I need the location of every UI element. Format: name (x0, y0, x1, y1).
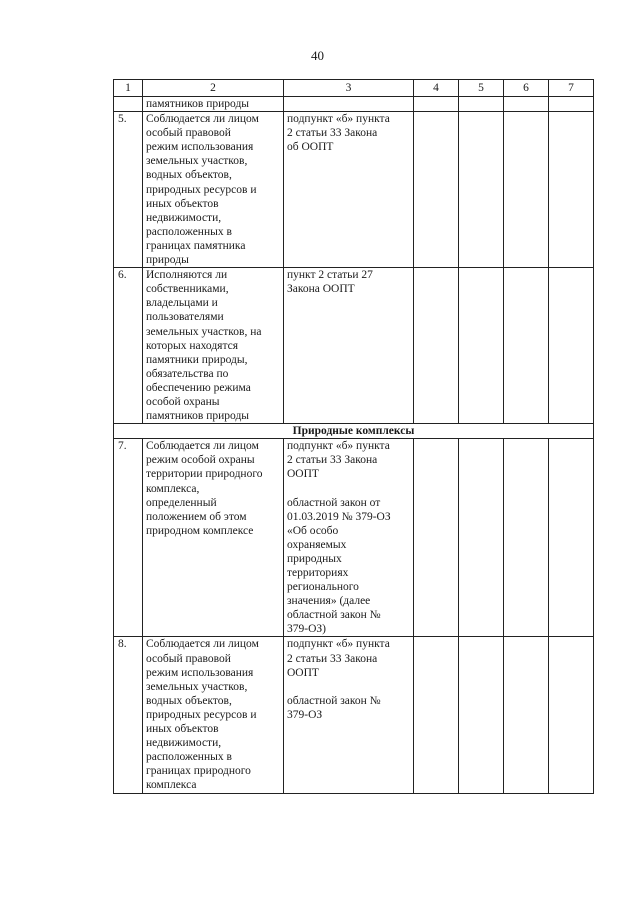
header-cell: 3 (284, 80, 414, 97)
header-cell: 1 (114, 80, 143, 97)
row-number: 5. (114, 112, 143, 268)
table-row (114, 439, 594, 637)
question-cell: Соблюдается ли лицом особый правовой режим использования земельных участков, водных объектов, природных ресурсов и иных объектов недвижимости, расположенных в границах памятника природы (143, 112, 284, 268)
answer-cell (549, 268, 594, 424)
legal-basis-text: подпункт «б» пункта 2 статьи 33 Закона об ООПТ (287, 113, 390, 154)
table-row (114, 268, 594, 424)
answer-cell (459, 268, 504, 424)
header-cell: 2 (143, 80, 284, 97)
table-row (114, 97, 594, 112)
answer-cell (504, 268, 549, 424)
header-cell: 7 (549, 80, 594, 97)
answer-cell (549, 112, 594, 268)
answer-cell (414, 637, 459, 793)
legal-basis-text: областной закон № 379-ОЗ (287, 694, 381, 721)
legal-basis-cell (284, 439, 414, 637)
answer-cell (549, 97, 594, 112)
legal-basis-cell (284, 97, 414, 112)
question-cell: Соблюдается ли лицом особый правовой режим использования земельных участков, водных объектов, природных ресурсов и иных объектов недвижимости, расположенных в границах природного комплекса (143, 637, 284, 793)
answer-cell (414, 439, 459, 637)
question-cell: Соблюдается ли лицом режим особой охраны территории природного комплекса, определенный положением об этом природном комплексе (143, 439, 284, 637)
answer-cell (459, 439, 504, 637)
table-row (114, 112, 594, 268)
legal-basis-cell (284, 268, 414, 424)
section-title: Природные комплексы (114, 424, 594, 439)
legal-basis-text: пункт 2 статьи 27 Закона ООПТ (287, 269, 373, 296)
row-number: 8. (114, 637, 143, 793)
table-row (114, 637, 594, 793)
answer-cell (549, 439, 594, 637)
section-row (114, 424, 594, 439)
header-cell: 4 (414, 80, 459, 97)
legal-basis-text: подпункт «б» пункта 2 статьи 33 Закона ООПТ (287, 638, 390, 679)
answer-cell (504, 97, 549, 112)
checklist-table (113, 79, 594, 794)
answer-cell (504, 637, 549, 793)
table-header-row (114, 80, 594, 97)
answer-cell (414, 112, 459, 268)
answer-cell (504, 112, 549, 268)
row-number: 7. (114, 439, 143, 637)
legal-basis-text: областной закон от 01.03.2019 № 379-ОЗ «Об особо охраняемых природных территориях регионального значения» (далее областной закон № 379-ОЗ) (287, 496, 391, 636)
answer-cell (504, 439, 549, 637)
question-cell: памятников природы (143, 97, 284, 112)
legal-basis-cell (284, 112, 414, 268)
answer-cell (549, 637, 594, 793)
header-cell: 6 (504, 80, 549, 97)
answer-cell (459, 97, 504, 112)
answer-cell (414, 268, 459, 424)
row-number: 6. (114, 268, 143, 424)
question-cell: Исполняются ли собственниками, владельцами и пользователями земельных участков, на которых находятся памятники природы, обязательства по обеспечению режима особой охраны памятников природы (143, 268, 284, 424)
answer-cell (459, 637, 504, 793)
page-number: 40 (311, 48, 324, 63)
answer-cell (459, 112, 504, 268)
answer-cell (414, 97, 459, 112)
legal-basis-text: подпункт «б» пункта 2 статьи 33 Закона ООПТ (287, 440, 390, 481)
header-cell: 5 (459, 80, 504, 97)
legal-basis-cell (284, 637, 414, 793)
row-number (114, 97, 143, 112)
